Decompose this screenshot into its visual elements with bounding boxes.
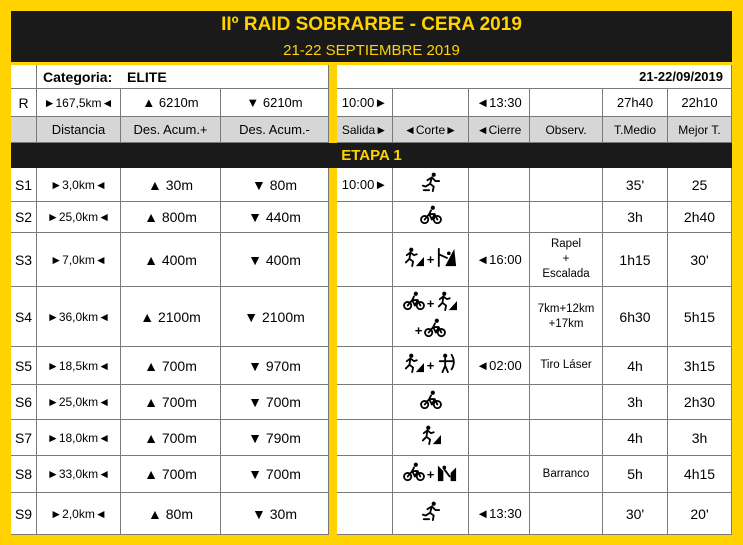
section-start xyxy=(337,493,393,535)
bike-icon xyxy=(403,291,425,316)
section-observations xyxy=(530,493,603,535)
section-start xyxy=(337,233,393,287)
column-header-distance: Distancia xyxy=(37,117,121,143)
section-close: ◄16:00 xyxy=(469,233,530,287)
archer-icon xyxy=(436,353,458,378)
section-id: S5 xyxy=(11,347,37,385)
section-id: S4 xyxy=(11,287,37,347)
trek-icon xyxy=(403,353,425,378)
section-observations: 7km+12km +17km xyxy=(530,287,603,347)
category-value: ELITE xyxy=(121,65,329,89)
section-ascent: ▲ 2100m xyxy=(121,287,221,347)
column-header-close: ◄Cierre xyxy=(469,117,530,143)
section-id: S7 xyxy=(11,420,37,456)
section-id: S3 xyxy=(11,233,37,287)
section-descent: ▼ 30m xyxy=(221,493,329,535)
section-activity-icons xyxy=(393,420,469,456)
activity-icon-group xyxy=(403,353,459,378)
section-descent: ▼ 440m xyxy=(221,202,329,233)
section-observations xyxy=(530,202,603,233)
section-avg-time: 5h xyxy=(603,456,668,493)
section-ascent: ▲ 80m xyxy=(121,493,221,535)
activity-icon-row xyxy=(415,318,447,343)
summary-avg_time: 27h40 xyxy=(603,89,668,117)
section-ascent: ▲ 400m xyxy=(121,233,221,287)
section-ascent: ▲ 700m xyxy=(121,347,221,385)
activity-icon-row xyxy=(403,247,459,272)
section-close xyxy=(469,168,530,202)
section-activity-icons xyxy=(393,168,469,202)
section-start xyxy=(337,202,393,233)
section-ascent: ▲ 800m xyxy=(121,202,221,233)
column-header-ascent: Des. Acum.+ xyxy=(121,117,221,143)
activity-icon-row xyxy=(420,205,442,230)
section-descent: ▼ 970m xyxy=(221,347,329,385)
summary-close: ◄13:30 xyxy=(469,89,530,117)
category-label: Categoria: xyxy=(37,65,121,89)
trek-icon xyxy=(403,247,425,272)
bike-icon xyxy=(424,318,446,343)
activity-icon-row xyxy=(420,501,442,526)
section-ascent: ▲ 30m xyxy=(121,168,221,202)
activity-icon-group xyxy=(403,462,459,487)
section-distance: ►33,0km◄ xyxy=(37,456,121,493)
section-best-time: 4h15 xyxy=(668,456,732,493)
section-best-time: 20' xyxy=(668,493,732,535)
canyon-icon xyxy=(436,462,458,487)
section-ascent: ▲ 700m xyxy=(121,420,221,456)
plus-sign: + xyxy=(426,466,435,482)
section-activity-icons xyxy=(393,347,469,385)
activity-icon-row xyxy=(420,390,442,415)
section-avg-time: 30' xyxy=(603,493,668,535)
column-header-start: Salida► xyxy=(337,117,393,143)
event-date: 21-22/09/2019 xyxy=(337,65,732,89)
activity-icon-row xyxy=(420,425,442,450)
section-start xyxy=(337,287,393,347)
section-activity-icons xyxy=(393,233,469,287)
column-header-best: Mejor T. xyxy=(668,117,732,143)
activity-icon-group xyxy=(420,205,442,230)
section-descent: ▼ 2100m xyxy=(221,287,329,347)
section-id: S2 xyxy=(11,202,37,233)
section-distance: ►36,0km◄ xyxy=(37,287,121,347)
activity-icon-row xyxy=(420,172,442,197)
section-activity-icons xyxy=(393,456,469,493)
section-close: ◄13:30 xyxy=(469,493,530,535)
section-activity-icons xyxy=(393,385,469,420)
activity-icon-row xyxy=(403,353,459,378)
activity-icon-row xyxy=(403,462,459,487)
summary-ascent: ▲ 6210m xyxy=(121,89,221,117)
section-avg-time: 1h15 xyxy=(603,233,668,287)
section-distance: ►2,0km◄ xyxy=(37,493,121,535)
bike-icon xyxy=(403,462,425,487)
section-avg-time: 4h xyxy=(603,420,668,456)
section-start xyxy=(337,456,393,493)
title-bar: IIº RAID SOBRARBE - CERA 2019 xyxy=(11,11,732,39)
section-start xyxy=(337,420,393,456)
column-header-cutoff: ◄Corte► xyxy=(393,117,469,143)
section-close xyxy=(469,420,530,456)
section-observations: Tiro Láser xyxy=(530,347,603,385)
section-avg-time: 35' xyxy=(603,168,668,202)
section-descent: ▼ 400m xyxy=(221,233,329,287)
plus-sign: + xyxy=(414,322,423,338)
section-id: S8 xyxy=(11,456,37,493)
section-observations xyxy=(530,385,603,420)
section-observations: Rapel + Escalada xyxy=(530,233,603,287)
section-best-time: 25 xyxy=(668,168,732,202)
summary-obs xyxy=(530,89,603,117)
section-best-time: 2h40 xyxy=(668,202,732,233)
section-descent: ▼ 700m xyxy=(221,456,329,493)
section-start xyxy=(337,347,393,385)
section-avg-time: 6h30 xyxy=(603,287,668,347)
section-observations: Barranco xyxy=(530,456,603,493)
section-activity-icons xyxy=(393,493,469,535)
section-best-time: 5h15 xyxy=(668,287,732,347)
section-close xyxy=(469,287,530,347)
stage-title-bar: ETAPA 1 xyxy=(11,143,732,168)
section-avg-time: 3h xyxy=(603,202,668,233)
summary-distance: ►167,5km◄ xyxy=(37,89,121,117)
section-id: S1 xyxy=(11,168,37,202)
section-descent: ▼ 790m xyxy=(221,420,329,456)
activity-icon-row xyxy=(403,291,459,316)
section-observations xyxy=(530,420,603,456)
run-icon xyxy=(420,501,442,526)
section-descent: ▼ 80m xyxy=(221,168,329,202)
bike-icon xyxy=(420,390,442,415)
section-id: S6 xyxy=(11,385,37,420)
section-start xyxy=(337,385,393,420)
activity-icon-group xyxy=(420,501,442,526)
section-id: S9 xyxy=(11,493,37,535)
activity-icon-group xyxy=(403,247,459,272)
summary-best_time: 22h10 xyxy=(668,89,732,117)
column-header-avg: T.Medio xyxy=(603,117,668,143)
column-header-descent: Des. Acum.- xyxy=(221,117,329,143)
section-start: 10:00► xyxy=(337,168,393,202)
activity-icon-group xyxy=(420,172,442,197)
section-close xyxy=(469,385,530,420)
dates-bar: 21-22 SEPTIEMBRE 2019 xyxy=(11,39,732,62)
summary-descent: ▼ 6210m xyxy=(221,89,329,117)
section-ascent: ▲ 700m xyxy=(121,456,221,493)
section-distance: ►25,0km◄ xyxy=(37,385,121,420)
plus-sign: + xyxy=(426,295,435,311)
section-best-time: 2h30 xyxy=(668,385,732,420)
section-distance: ►25,0km◄ xyxy=(37,202,121,233)
section-avg-time: 3h xyxy=(603,385,668,420)
run-icon xyxy=(420,172,442,197)
section-best-time: 30' xyxy=(668,233,732,287)
plus-sign: + xyxy=(426,358,435,373)
section-descent: ▼ 700m xyxy=(221,385,329,420)
climb-icon xyxy=(436,247,458,272)
blank-corner xyxy=(11,65,37,89)
section-activity-icons xyxy=(393,287,469,347)
activity-icon-group xyxy=(420,425,442,450)
summary-start: 10:00► xyxy=(337,89,393,117)
summary-cutoff xyxy=(393,89,469,117)
activity-icon-group xyxy=(403,291,459,343)
header-corner xyxy=(11,117,37,143)
trek-icon xyxy=(436,291,458,316)
section-observations xyxy=(530,168,603,202)
section-distance: ►18,5km◄ xyxy=(37,347,121,385)
section-distance: ►7,0km◄ xyxy=(37,233,121,287)
section-avg-time: 4h xyxy=(603,347,668,385)
activity-icon-group xyxy=(420,390,442,415)
section-activity-icons xyxy=(393,202,469,233)
section-close xyxy=(469,202,530,233)
section-best-time: 3h xyxy=(668,420,732,456)
section-distance: ►3,0km◄ xyxy=(37,168,121,202)
section-close: ◄02:00 xyxy=(469,347,530,385)
trek-icon xyxy=(420,425,442,450)
section-distance: ►18,0km◄ xyxy=(37,420,121,456)
plus-sign: + xyxy=(426,252,435,267)
section-best-time: 3h15 xyxy=(668,347,732,385)
bike-icon xyxy=(420,205,442,230)
summary-label: R xyxy=(11,89,37,117)
section-close xyxy=(469,456,530,493)
column-header-obs: Observ. xyxy=(530,117,603,143)
section-ascent: ▲ 700m xyxy=(121,385,221,420)
